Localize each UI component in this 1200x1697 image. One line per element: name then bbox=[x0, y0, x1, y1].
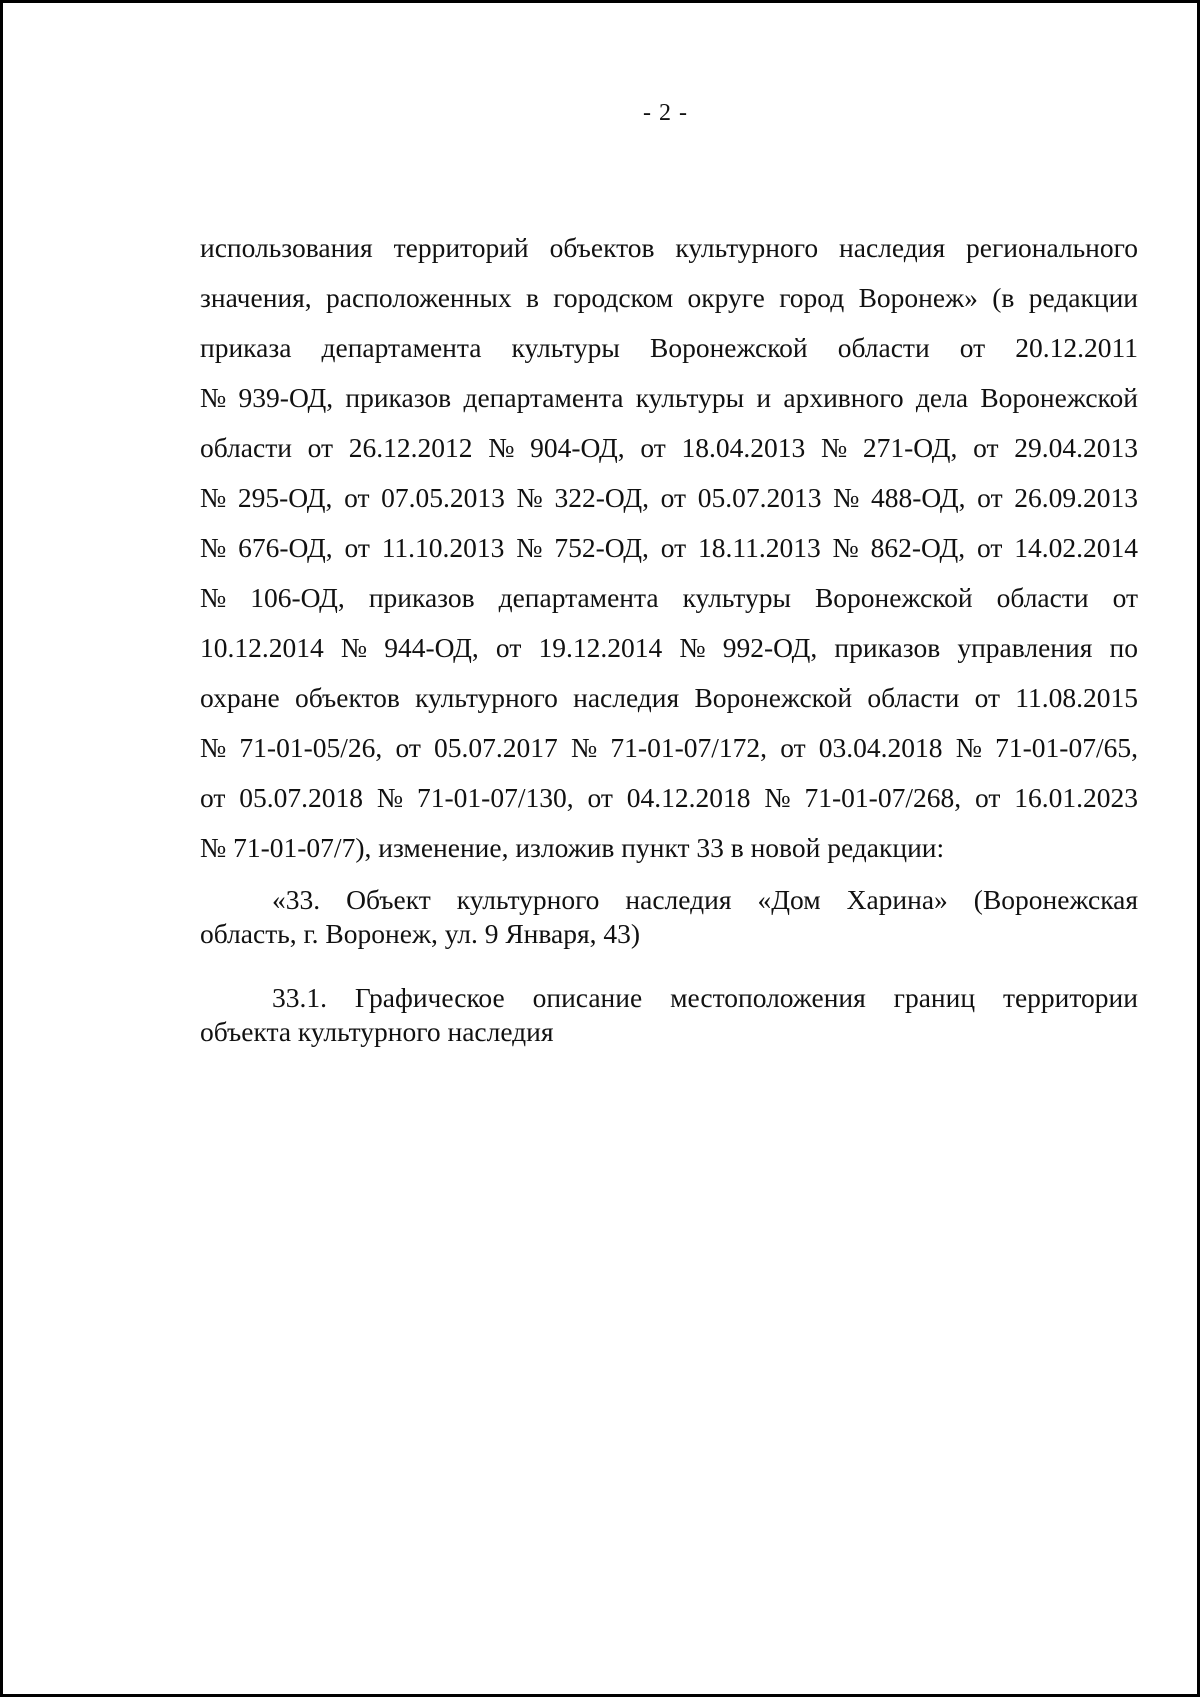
body-line: № 676-ОД, от 11.10.2013 № 752-ОД, от 18.11.2013 № 862-ОД, от 14.02.2014 bbox=[200, 532, 1138, 563]
item-33-paragraph bbox=[200, 883, 1138, 951]
item-33-line: «33. Объект культурного наследия «Дом Харина» (Воронежская bbox=[272, 884, 1138, 915]
body-line: № 71-01-07/7), изменение, изложив пункт 33 в новой редакции: bbox=[200, 832, 945, 863]
item-33-1-paragraph bbox=[200, 981, 1138, 1049]
item-33-line: область, г. Воронеж, ул. 9 Января, 43) bbox=[200, 918, 641, 949]
body-line: от 05.07.2018 № 71-01-07/130, от 04.12.2018 № 71-01-07/268, от 16.01.2023 bbox=[200, 782, 1138, 813]
body-line: области от 26.12.2012 № 904-ОД, от 18.04.2013 № 271-ОД, от 29.04.2013 bbox=[200, 432, 1138, 463]
body-line: № 106-ОД, приказов департамента культуры Воронежской области от bbox=[200, 582, 1138, 613]
body-line: приказа департамента культуры Воронежской области от 20.12.2011 bbox=[200, 332, 1138, 363]
body-line: № 295-ОД, от 07.05.2013 № 322-ОД, от 05.07.2013 № 488-ОД, от 26.09.2013 bbox=[200, 482, 1138, 513]
body-line: № 939-ОД, приказов департамента культуры и архивного дела Воронежской bbox=[200, 382, 1138, 413]
body-line: охране объектов культурного наследия Воронежской области от 11.08.2015 bbox=[200, 682, 1138, 713]
item-33-1-line: 33.1. Графическое описание местоположения границ территории bbox=[272, 982, 1138, 1013]
body-line: 10.12.2014 № 944-ОД, от 19.12.2014 № 992-ОД, приказов управления по bbox=[200, 632, 1138, 663]
body-line: использования территорий объектов культурного наследия регионального bbox=[200, 232, 1138, 263]
item-33-1-line: объекта культурного наследия bbox=[200, 1016, 554, 1047]
body-line: № 71-01-05/26, от 05.07.2017 № 71-01-07/172, от 03.04.2018 № 71-01-07/65, bbox=[200, 732, 1138, 763]
body-paragraph bbox=[200, 223, 1138, 873]
body-line: значения, расположенных в городском округе город Воронеж» (в редакции bbox=[200, 282, 1138, 313]
page-number: - 2 - bbox=[643, 100, 688, 126]
